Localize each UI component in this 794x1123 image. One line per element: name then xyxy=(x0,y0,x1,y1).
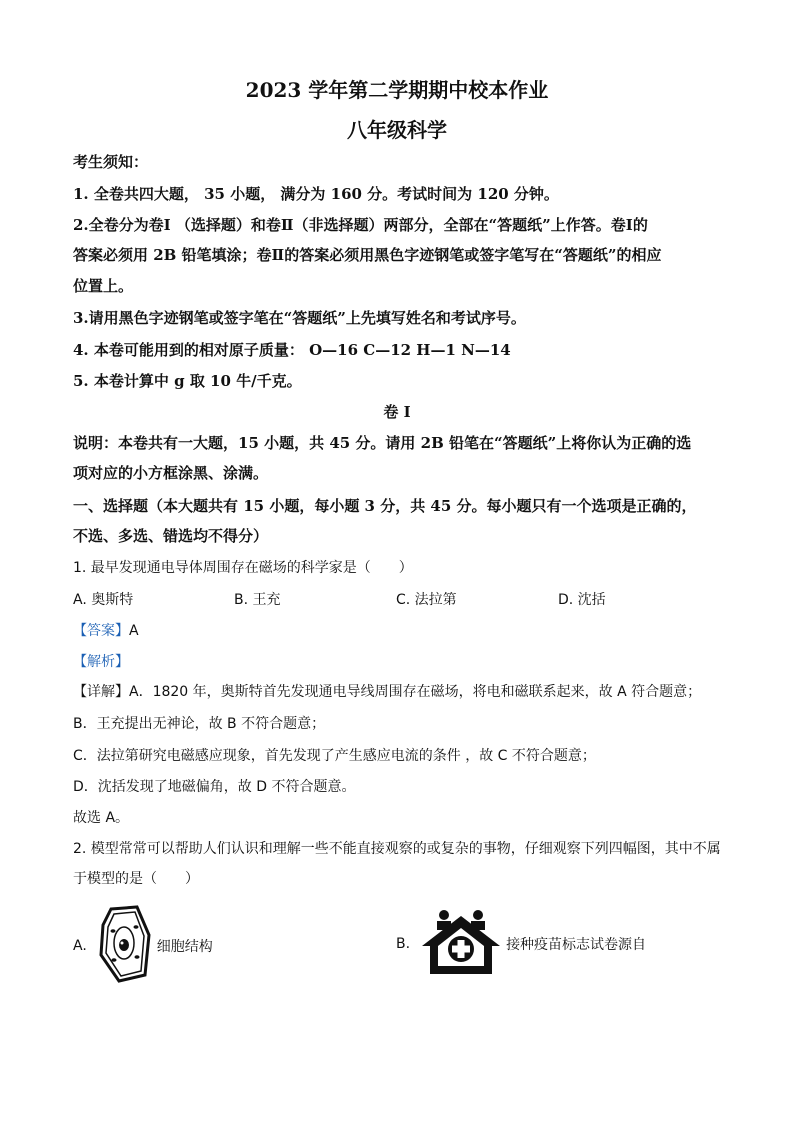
exam-subtitle: 八年级科学 xyxy=(347,118,447,142)
detail-line: B．王充提出无神论，故 B 不符合题意； xyxy=(73,716,326,732)
q1-option-d: D. 沈括 xyxy=(558,592,606,608)
detail-line: 故选 A。 xyxy=(73,810,130,826)
q1-option-b: B. 王充 xyxy=(234,592,281,608)
detail-line: 【详解】A．1820 年，奥斯特首先发现通电导线周围存在磁场，将电和磁联系起来，故 A 符合题意； xyxy=(73,684,702,700)
q2-option-b-letter: B. xyxy=(396,936,411,952)
section-title: 卷 Ⅰ xyxy=(383,403,411,421)
vaccination-sign-icon xyxy=(420,908,502,980)
section-note: 项对应的小方框涂黑、涂满。 xyxy=(73,464,269,482)
q1-option-a: A. 奥斯特 xyxy=(73,592,134,608)
notice-item: 4. 本卷可能用到的相对原子质量： O—16 C—12 H—1 N—14 xyxy=(73,341,511,359)
part-heading: 不选、多选、错选均不得分） xyxy=(73,527,269,545)
detail-line: C．法拉第研究电磁感应现象，首先发现了产生感应电流的条件 ，故 C 不符合题意； xyxy=(73,748,596,764)
notice-item: 位置上。 xyxy=(73,277,134,295)
q2-option-a xyxy=(73,905,213,987)
exam-title: 2023 学年第二学期期中校本作业 xyxy=(245,78,549,102)
question-2-stem: 2. 模型常常可以帮助人们认识和理解一些不能直接观察的或复杂的事物，仔细观察下列四幅图，其中不属 xyxy=(73,841,721,857)
notice-item: 5. 本卷计算中 g 取 10 牛/千克。 xyxy=(73,372,302,390)
notice-item: 2.全卷分为卷Ⅰ （选择题）和卷Ⅱ（非选择题）两部分，全部在“答题纸”上作答。卷Ⅰ的 xyxy=(73,216,648,234)
q2-option-b-caption: 接种疫苗标志试卷源自 xyxy=(506,937,647,953)
section-note: 说明：本卷共有一大题，15 小题，共 45 分。请用 2B 铅笔在“答题纸”上将你认为正确的选 xyxy=(73,434,692,452)
part-heading: 一、选择题（本大题共有 15 小题，每小题 3 分，共 45 分。每小题只有一个选项是正确的， xyxy=(73,497,697,515)
answer-label: 【答案】 xyxy=(73,623,129,639)
cell-structure-icon xyxy=(97,905,153,987)
answer-row xyxy=(73,620,733,640)
notice-item: 3.请用黑色字迹钢笔或签字笔在“答题纸”上先填写姓名和考试序号。 xyxy=(73,309,526,327)
question-1-stem: 1. 最早发现通电导体周围存在磁场的科学家是（ ） xyxy=(73,560,413,576)
detail-line: D．沈括发现了地磁偏角，故 D 不符合题意。 xyxy=(73,779,356,795)
q2-option-a-caption: 细胞结构 xyxy=(156,939,213,955)
answer-value: A xyxy=(129,623,139,639)
notice-item: 答案必须用 2B 铅笔填涂；卷Ⅱ的答案必须用黑色字迹钢笔或签字笔写在“答题纸”的相应 xyxy=(73,246,662,264)
q2-option-a-letter: A. xyxy=(73,938,87,954)
notice-heading: 考生须知： xyxy=(73,153,149,171)
q2-option-b xyxy=(396,908,646,980)
notice-item: 1. 全卷共四大题， 35 小题， 满分为 160 分。考试时间为 120 分钟。 xyxy=(73,185,559,203)
q1-option-c: C. 法拉第 xyxy=(396,592,457,608)
analysis-row xyxy=(73,651,733,671)
analysis-label: 【解析】 xyxy=(73,654,129,670)
question-2-stem: 于模型的是（ ） xyxy=(73,871,199,887)
